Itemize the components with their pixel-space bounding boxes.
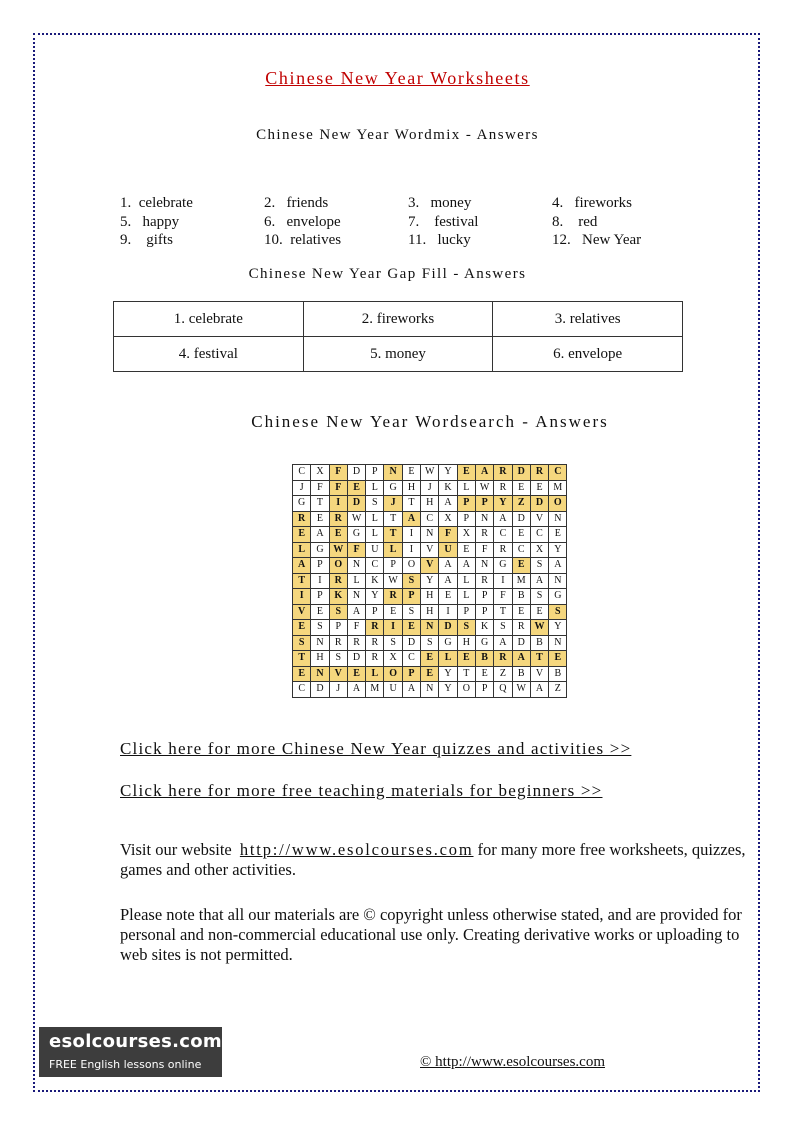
wordsearch-cell: D [403,636,421,652]
wordmix-answers [120,194,696,250]
wordsearch-cell: T [403,496,421,512]
wordsearch-cell: D [311,682,329,698]
wordsearch-cell: A [476,465,494,481]
wordsearch-cell: L [458,574,476,590]
gapfill-cell: 2. fireworks [303,302,493,337]
wordsearch-cell: Z [513,496,531,512]
wordsearch-cell: S [403,605,421,621]
footer-link[interactable]: © http://www.esolcourses.com [420,1054,605,1070]
wordsearch-cell: C [293,682,311,698]
wordsearch-cell: M [366,682,384,698]
wordsearch-cell: E [348,481,366,497]
wordsearch-cell: S [384,636,402,652]
wordsearch-cell: E [531,605,549,621]
wordsearch-cell: Y [439,682,457,698]
wordsearch-cell: E [311,605,329,621]
wordsearch-cell: U [384,682,402,698]
wordsearch-cell: F [439,527,457,543]
wordsearch-cell: A [458,558,476,574]
wordmix-answer: 11. lucky [408,232,471,248]
wordsearch-cell: L [384,543,402,559]
gapfill-table [113,301,683,372]
wordsearch-cell: I [384,620,402,636]
wordsearch-cell: W [348,512,366,528]
wordsearch-cell: E [513,558,531,574]
wordsearch-cell: I [439,605,457,621]
wordsearch-cell: G [549,589,567,605]
gapfill-cell: 1. celebrate [114,302,304,337]
wordsearch-cell: H [311,651,329,667]
wordsearch-cell: V [421,543,439,559]
wordsearch-cell: E [311,512,329,528]
wordsearch-cell: A [439,574,457,590]
wordsearch-cell: E [421,667,439,683]
wordsearch-heading: Chinese New Year Wordsearch - Answers [251,412,609,431]
wordsearch-cell: E [293,667,311,683]
wordsearch-cell: O [403,558,421,574]
wordsearch-cell: X [531,543,549,559]
wordmix-row [120,231,696,250]
wordsearch-cell: R [531,465,549,481]
wordsearch-cell: Q [494,682,512,698]
wordmix-answer: 7. festival [408,213,479,230]
wordsearch-cell: E [348,667,366,683]
wordsearch-cell: S [403,574,421,590]
wordsearch-cell: C [531,527,549,543]
wordsearch-cell: S [458,620,476,636]
wordsearch-cell: C [403,651,421,667]
visit-website-text [120,840,760,880]
wordsearch-cell: W [421,465,439,481]
wordsearch-cell: L [458,481,476,497]
wordsearch-cell: P [458,496,476,512]
wordsearch-cell: P [403,589,421,605]
wordsearch-cell: K [366,574,384,590]
wordsearch-cell: B [531,636,549,652]
wordsearch-cell: S [531,558,549,574]
wordsearch-cell: A [494,636,512,652]
wordsearch-cell: A [403,682,421,698]
table-row [114,302,683,337]
wordsearch-cell: H [421,589,439,605]
gapfill-heading: Chinese New Year Gap Fill - Answers [248,266,527,282]
wordsearch-cell: Y [366,589,384,605]
wordsearch-cell: L [366,527,384,543]
wordsearch-cell: R [366,651,384,667]
wordsearch-cell: X [458,527,476,543]
wordsearch-cell: E [458,465,476,481]
wordsearch-cell: G [348,527,366,543]
wordsearch-cell: N [421,527,439,543]
wordsearch-cell: E [439,589,457,605]
wordsearch-cell: F [330,481,348,497]
wordsearch-cell: L [458,589,476,605]
wordsearch-cell: T [311,496,329,512]
wordsearch-cell: E [293,527,311,543]
wordsearch-cell: Y [421,574,439,590]
wordsearch-cell: R [494,465,512,481]
wordsearch-cell: H [403,481,421,497]
wordsearch-cell: A [494,512,512,528]
wordsearch-cell: R [330,636,348,652]
wordmix-row [120,194,696,213]
wordsearch-cell: F [494,589,512,605]
wordsearch-cell: F [476,543,494,559]
wordmix-answer: 1. celebrate [120,195,193,211]
visit-text-after: for many more free worksheets, quizzes, games and other activities. [120,840,746,879]
wordsearch-cell: N [311,667,329,683]
wordsearch-cell: P [476,496,494,512]
wordsearch-cell: S [421,636,439,652]
wordsearch-cell: E [458,543,476,559]
wordsearch-cell: K [330,589,348,605]
wordsearch-cell: K [439,481,457,497]
wordsearch-cell: E [403,620,421,636]
wordsearch-cell: D [348,496,366,512]
wordmix-row [120,213,696,232]
wordsearch-cell: P [311,558,329,574]
wordsearch-cell: O [384,667,402,683]
wordsearch-cell: R [293,512,311,528]
wordsearch-cell: A [311,527,329,543]
wordsearch-cell: D [513,465,531,481]
wordsearch-cell: J [330,682,348,698]
wordsearch-cell: O [330,558,348,574]
wordsearch-cell: N [476,558,494,574]
wordsearch-cell: E [549,651,567,667]
wordsearch-cell: E [293,620,311,636]
wordsearch-cell: W [476,481,494,497]
gapfill-cell: 4. festival [114,337,304,372]
wordsearch-cell: R [494,543,512,559]
gapfill-cell: 6. envelope [493,337,683,372]
wordsearch-cell: O [458,682,476,698]
website-link[interactable]: http://www.esolcourses.com [239,840,474,859]
wordmix-answer: 2. friends [264,195,329,211]
wordsearch-cell: D [513,636,531,652]
wordsearch-cell: G [476,636,494,652]
wordsearch-cell: P [311,589,329,605]
wordsearch-cell: T [384,512,402,528]
wordsearch-cell: N [421,682,439,698]
gapfill-cell: 5. money [303,337,493,372]
wordsearch-cell: P [458,605,476,621]
wordsearch-cell: I [330,496,348,512]
wordsearch-cell: F [348,620,366,636]
wordsearch-cell: N [348,589,366,605]
wordsearch-cell: X [439,512,457,528]
wordsearch-cell: G [439,636,457,652]
wordsearch-cell: N [549,512,567,528]
table-row [114,337,683,372]
wordsearch-cell: D [513,512,531,528]
wordsearch-cell: I [311,574,329,590]
wordsearch-cell: E [549,527,567,543]
wordsearch-cell: Y [439,667,457,683]
wordsearch-cell: A [531,682,549,698]
more-quizzes-link[interactable]: Click here for more Chinese New Year quizzes and activities >> [120,739,632,758]
wordsearch-cell: T [458,667,476,683]
wordmix-answer: 6. envelope [264,213,341,230]
wordmix-answer: 3. money [408,195,472,211]
wordsearch-cell: C [549,465,567,481]
wordmix-answer: 12. New Year [552,232,642,248]
wordmix-answer: 8. red [552,213,598,230]
wordsearch-cell: V [531,512,549,528]
wordsearch-cell: A [439,558,457,574]
wordsearch-cell: A [513,651,531,667]
wordsearch-cell: R [366,636,384,652]
wordsearch-cell: C [513,543,531,559]
wordmix-heading: Chinese New Year Wordmix - Answers [256,127,539,143]
wordsearch-cell: T [531,651,549,667]
wordsearch-cell: M [549,481,567,497]
wordsearch-cell: Z [494,667,512,683]
wordsearch-cell: D [531,496,549,512]
wordsearch-cell: E [421,651,439,667]
wordsearch-cell: E [403,465,421,481]
wordsearch-cell: F [311,481,329,497]
logo-tagline: FREE English lessons online [49,1058,202,1071]
wordsearch-cell: E [531,481,549,497]
wordsearch-cell: L [366,512,384,528]
wordsearch-cell: X [384,651,402,667]
wordsearch-cell: V [531,667,549,683]
wordsearch-cell: Y [439,465,457,481]
gapfill-cell: 3. relatives [493,302,683,337]
wordsearch-cell: F [348,543,366,559]
wordsearch-cell: O [549,496,567,512]
wordsearch-cell: B [549,667,567,683]
wordsearch-cell: E [458,651,476,667]
esolcourses-logo[interactable] [39,1027,222,1077]
wordsearch-cell: A [403,512,421,528]
wordsearch-cell: N [549,636,567,652]
wordsearch-cell: R [476,527,494,543]
wordsearch-cell: S [549,605,567,621]
wordsearch-cell: R [366,620,384,636]
wordsearch-cell: C [366,558,384,574]
wordsearch-cell: L [348,574,366,590]
copyright-notice: Please note that all our materials are © copyright unless otherwise stated, and are provided for personal and non-commercial educational use only. Creating derivative works or uploading to web sites is not permitted. [120,905,742,964]
page-title: Chinese New Year Worksheets [265,68,530,88]
wordsearch-cell: D [348,465,366,481]
wordsearch-cell: N [384,465,402,481]
wordsearch-cell: I [403,543,421,559]
wordsearch-cell: H [421,605,439,621]
wordsearch-cell: P [330,620,348,636]
wordsearch-cell: G [293,496,311,512]
wordsearch-cell: S [330,651,348,667]
wordsearch-cell: A [439,496,457,512]
wordsearch-cell: E [513,527,531,543]
wordmix-answer: 5. happy [120,213,180,230]
wordsearch-cell: A [348,682,366,698]
wordsearch-cell: I [494,574,512,590]
wordsearch-cell: N [311,636,329,652]
wordsearch-cell: C [293,465,311,481]
wordsearch-cell: E [513,481,531,497]
wordsearch-cell: P [403,667,421,683]
wordsearch-cell: H [421,496,439,512]
wordsearch-cell: T [293,574,311,590]
wordsearch-cell: A [531,574,549,590]
wordsearch-cell: K [476,620,494,636]
wordsearch-cell: S [494,620,512,636]
wordsearch-cell: Z [549,682,567,698]
wordsearch-cell: J [384,496,402,512]
wordsearch-grid [292,464,567,698]
wordsearch-cell: Y [494,496,512,512]
wordsearch-cell: P [366,605,384,621]
wordsearch-cell: E [513,605,531,621]
wordsearch-cell: R [494,481,512,497]
wordsearch-cell: P [458,512,476,528]
wordsearch-cell: W [384,574,402,590]
wordmix-answer: 9. gifts [120,232,173,248]
wordsearch-cell: G [494,558,512,574]
wordsearch-cell: T [494,605,512,621]
wordsearch-cell: J [293,481,311,497]
wordsearch-cell: I [293,589,311,605]
wordsearch-cell: R [330,574,348,590]
wordsearch-cell: G [311,543,329,559]
beginners-materials-link[interactable]: Click here for more free teaching materials for beginners >> [120,781,603,800]
wordsearch-cell: M [513,574,531,590]
wordsearch-cell: B [513,589,531,605]
wordsearch-cell: L [439,651,457,667]
wordsearch-cell: R [348,636,366,652]
wordsearch-cell: B [476,651,494,667]
wordsearch-cell: P [384,558,402,574]
wordsearch-cell: R [384,589,402,605]
wordsearch-cell: D [348,651,366,667]
wordsearch-cell: N [348,558,366,574]
wordsearch-cell: W [330,543,348,559]
wordsearch-cell: P [476,589,494,605]
wordsearch-cell: A [293,558,311,574]
wordsearch-cell: A [549,558,567,574]
wordsearch-cell: E [476,667,494,683]
wordsearch-cell: S [311,620,329,636]
wordsearch-cell: S [531,589,549,605]
wordsearch-cell: A [348,605,366,621]
wordsearch-cell: V [330,667,348,683]
wordsearch-cell: L [366,667,384,683]
wordsearch-cell: C [421,512,439,528]
wordsearch-cell: Y [549,543,567,559]
wordsearch-cell: J [421,481,439,497]
wordsearch-cell: I [403,527,421,543]
wordsearch-cell: C [494,527,512,543]
wordsearch-cell: W [513,682,531,698]
logo-text: esolcourses.com [49,1031,222,1052]
wordsearch-cell: P [366,465,384,481]
wordsearch-cell: W [531,620,549,636]
wordsearch-cell: R [513,620,531,636]
wordsearch-cell: V [293,605,311,621]
wordsearch-cell: P [476,605,494,621]
wordsearch-cell: N [476,512,494,528]
visit-text-before: Visit our website [120,840,232,859]
wordsearch-cell: L [293,543,311,559]
wordsearch-cell: X [311,465,329,481]
wordsearch-cell: Y [549,620,567,636]
wordsearch-cell: S [366,496,384,512]
wordsearch-cell: V [421,558,439,574]
wordsearch-cell: S [330,605,348,621]
wordsearch-cell: E [384,605,402,621]
wordsearch-cell: R [330,512,348,528]
wordmix-answer: 10. relatives [264,232,342,248]
wordsearch-cell: N [549,574,567,590]
wordsearch-cell: D [439,620,457,636]
wordsearch-cell: B [513,667,531,683]
wordsearch-cell: U [439,543,457,559]
wordsearch-cell: P [476,682,494,698]
wordsearch-cell: F [330,465,348,481]
wordsearch-cell: R [494,651,512,667]
wordmix-answer: 4. fireworks [552,195,632,211]
wordsearch-cell: S [293,636,311,652]
wordsearch-cell: U [366,543,384,559]
wordsearch-cell: N [421,620,439,636]
wordsearch-cell: R [476,574,494,590]
wordsearch-cell: T [293,651,311,667]
wordsearch-cell: L [366,481,384,497]
wordsearch-cell: T [384,527,402,543]
wordsearch-cell: H [458,636,476,652]
wordsearch-cell: G [384,481,402,497]
wordsearch-cell: E [330,527,348,543]
